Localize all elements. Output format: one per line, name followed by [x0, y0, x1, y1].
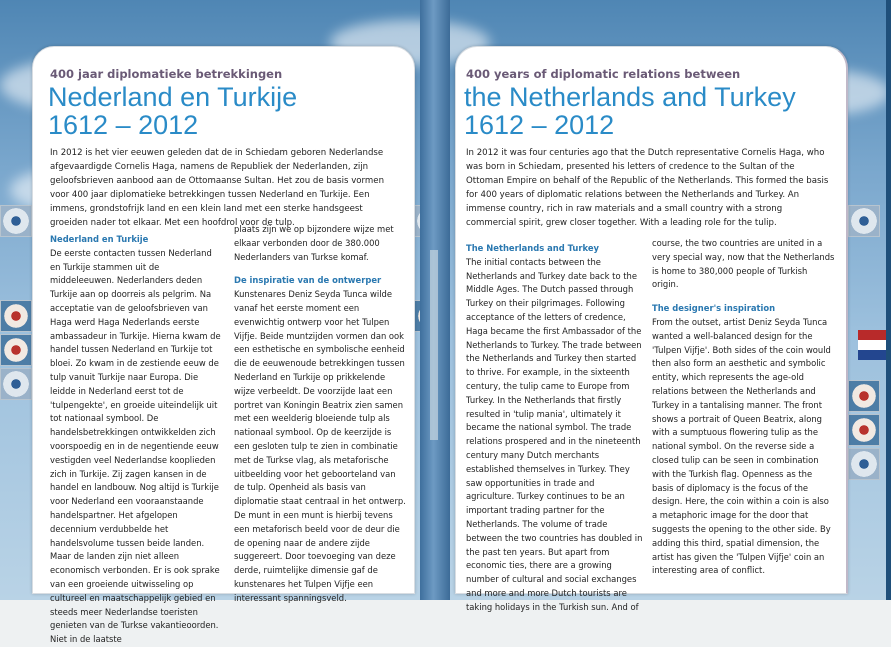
- english-page: [455, 46, 848, 612]
- text-column-1: [466, 242, 643, 615]
- body-text: Kunstenares Deniz Seyda Tunca wilde vanaf het eerste moment een evenwichtig ontwerp voor het Tulpen Vijfje. Beide muntzijden vormen dan ook een esthetische en symbolische eenheid die de eeuwenoude betrekkingen tussen Nederland en Turkije op prikkelende wijze verbeeldt. De voorzijde laat een portret van Koningin Beatrix zien samen met een weelderig bloeiende tulp als nationaal symbool. Op de keerzijde is een gesloten tulp te zien in combinatie met de Turkse vlag, als metaforische uitbeelding voor het geboorteland van de tulp. Openheid als basis van diplomatie staat centraal in het ontwerp. De munt in een munt is hierbij tevens een metaforisch beeld voor de deur die de opening naar de andere zijde suggereert. Door toevoeging van deze derde, ruimtelijke dimensie gaf de kunstenares het Tulpen Vijfje een interessant spanningsveld.: [234, 289, 406, 603]
- iznik-tile: [848, 380, 880, 412]
- intro-paragraph: In 2012 it was four centuries ago that the Dutch representative Cornelis Haga, who was born in Schiedam, presented his letters of credence to the Sultan of the Ottoman Empire on behalf of the Republic of the Netherlands. This formed the basis for 400 years of diplomatic relations between the Netherlands and Turkey. An immense country, rich in raw materials and a small country with a strong commercial spirit, grew closer together. With a leading role for the tulip.: [466, 148, 829, 228]
- delft-tile: [848, 205, 880, 237]
- body-text: De eerste contacten tussen Nederland en Turkije stammen uit de middeleeuwen. Nederlanders deden Turkije aan op doorreis als pelgrim. Na acceptatie van de geloofsbrieven van Haga werd Haga Nederlands eerste ambassadeur in Turkije. Hierna kwam de handel tussen Nederland en Turkije tot bloei. Zo kwam in de zestiende eeuw de tulp vanuit Turkije naar Europa. Die leidde in Nederland eerst tot de 'tulpengekte', en groeide uiteindelijk uit tot nationaal symbool. De handelsbetrekkingen ontwikkelden zich voorspoedig en in de negentiende eeuw vestigden veel Nederlandse kooplieden zich in Turkije. Zij zagen kansen in de handel en landbouw. Nog altijd is Turkije voor Nederland een vooraanstaande handelspartner. Het afgelopen decennium verdubbelde het handelsvolume tussen beide landen. Maar de landen zijn niet alleen economisch verbonden. Er is ook sprake van een groeiende uitwisseling op cultureel en maatschappelijk gebied en steeds meer Nederlandse toeristen genieten van de Turkse vakantieoorden. Niet in de laatste: [50, 247, 221, 645]
- delft-tile: [0, 368, 32, 400]
- intro-paragraph: In 2012 is het vier eeuwen geleden dat de in Schiedam geboren Nederlandse afgevaardigde Cornelis Haga, namens de Republiek der Nederlanden, zijn geloofsbrieven aanbood aan de Ottomaanse Sultan. Het zou de basis vormen voor 400 jaar diplomatieke betrekkingen tussen Nederland en Turkije. Een immens, grondstofrijk land en een klein land met een sterke handsgeest groeiden nader tot elkaar. Met een hoofdrol voor de tulp.: [50, 148, 385, 228]
- body-text: The initial contacts between the Netherlands and Turkey date back to the Middle Ages. The Dutch passed through Turkey on their pilgrimages. Following acceptance of the letters of credence, Haga became the first Ambassador of the Netherlands to Turkey. The trade between the Netherlands and Turkey then started to thrive. For example, in the sixteenth century, the tulip came to Europe from Turkey. In the Netherlands that firstly resulted in 'tulip mania', ultimately it became the national symbol. The trade relations prospered and in the nineteenth century many Dutch merchants established themselves in Turkey. They saw opportunities in trade and agriculture. Turkey continues to be an important trading partner for the Netherlands. The volume of trade between the two countries has doubled in the past ten years. But apart from economic ties, there are a growing number of cultural and social exchanges and more and more Dutch tourists are taking holidays in the Turkish sun. And of: [466, 256, 643, 612]
- body-text: plaats zijn we op bijzondere wijze met elkaar verbonden door de 380.000 Nederlanders van Turkse komaf.: [234, 224, 394, 262]
- page-edge: [886, 0, 891, 600]
- section-heading: The designer's inspiration: [652, 303, 776, 314]
- iznik-tile: [848, 414, 880, 446]
- page-title-years: 1612 – 2012: [48, 110, 199, 140]
- iznik-tile: [0, 334, 32, 366]
- body-text: From the outset, artist Deniz Seyda Tunca wanted a well-balanced design for the 'Tulpen Vijfje'. Both sides of the coin would then also form an aesthetic and symbolic entity, which represents the age-old relations between the Netherlands and Turkey in a tantalising manner. The front shows a portrait of Queen Beatrix, along with a sumptuous flowering tulip as the national symbol. On the reverse side a closed tulip can be seen in combination with the Turkish flag. Openness as the basis of diplomacy is the focus of the design. Here, the coin within a coin is also a metaphoric image for the door that suggests the opening to the other side. By adding this third, spatial dimension, the artist has given the 'Tulpen Vijfje' coin an interesting area of conflict.: [652, 316, 831, 576]
- delft-tile: [0, 205, 32, 237]
- delft-tile: [848, 448, 880, 480]
- dutch-page: [32, 46, 415, 645]
- section-heading: The Netherlands and Turkey: [466, 243, 600, 253]
- spine-strip: [430, 250, 438, 440]
- text-column-2: [234, 223, 407, 606]
- iznik-tile: [0, 300, 32, 332]
- section-heading: De inspiratie van de ontwerper: [234, 275, 382, 286]
- body-text: course, the two countries are united in a very special way, now that the Netherlands is home to 380,000 people of Turkish origin.: [652, 238, 835, 290]
- page-title-years: 1612 – 2012: [464, 110, 615, 140]
- page-kicker: 400 jaar diplomatieke betrekkingen: [50, 67, 283, 81]
- section-heading: Nederland en Turkije: [50, 234, 149, 244]
- page-title: the Netherlands and Turkey: [464, 82, 796, 112]
- page-kicker: 400 years of diplomatic relations between: [466, 67, 741, 81]
- page-title: Nederland en Turkije: [48, 82, 298, 112]
- text-column-1: [50, 233, 223, 647]
- text-column-2: [652, 237, 835, 578]
